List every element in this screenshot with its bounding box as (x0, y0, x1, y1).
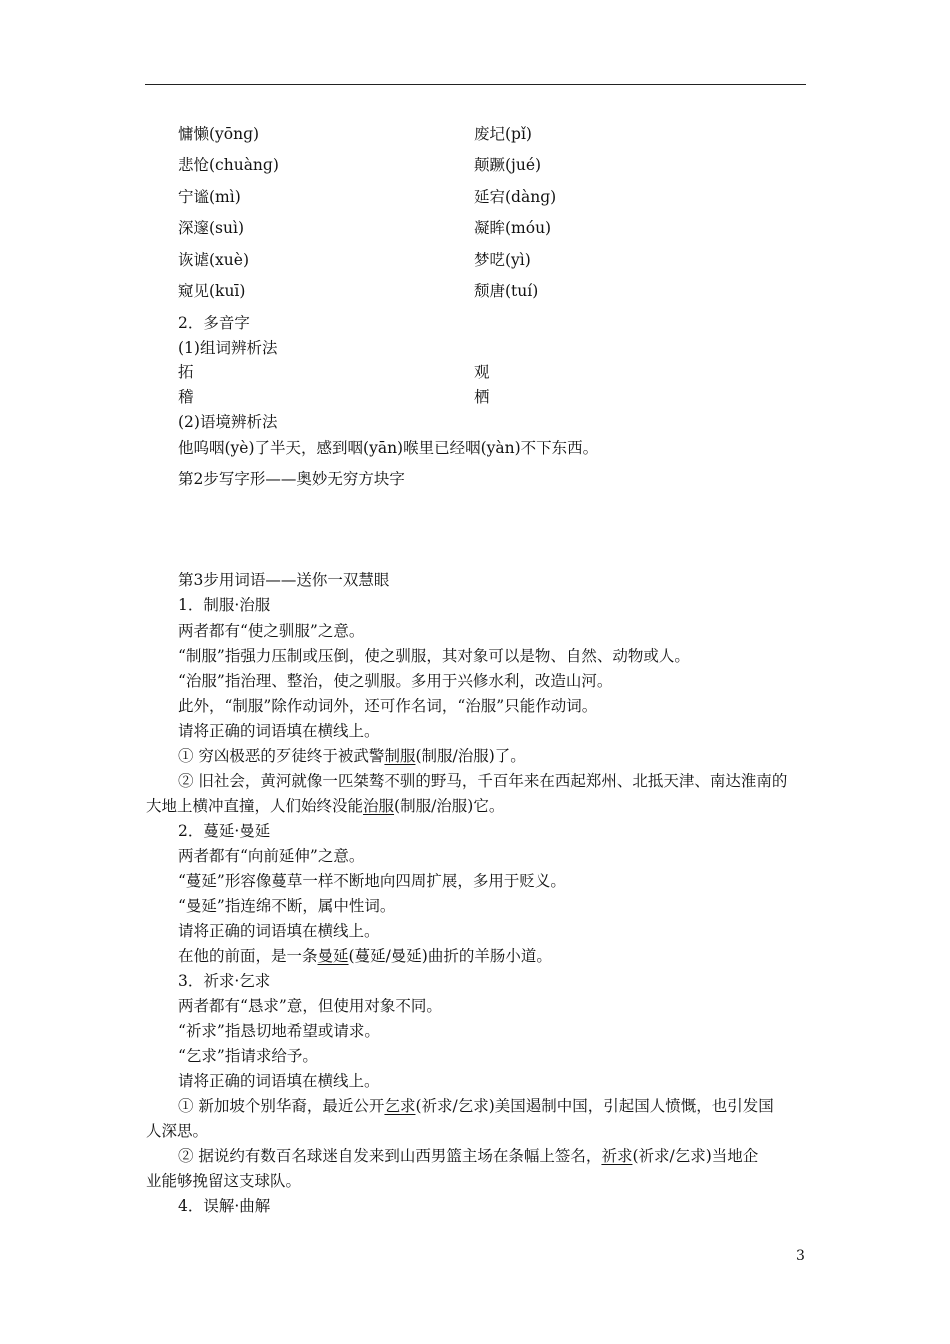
word1-example-2-line2 (146, 796, 504, 816)
word3-example-1-answer: 乞求 (384, 1097, 416, 1115)
word2-example-1-pre: 在他的前面，是一条 (178, 947, 318, 965)
word1-line-4: 此外，“制服”除作动词外，还可作名词，“治服”只能作动词。 (178, 697, 598, 715)
word2-example-1 (178, 946, 552, 966)
step2-title: 第2步写字形——奥妙无穷方块字 (178, 470, 405, 488)
pinyin-left-1: 慵懒(yōnɡ) (178, 125, 260, 143)
word1-line-1: 两者都有“使之驯服”之意。 (178, 622, 365, 640)
word3-title: 3．祈求·乞求 (178, 972, 271, 990)
pinyin-right-4: 凝眸(móu) (474, 219, 552, 237)
header-rule (145, 84, 806, 85)
word1-example-2-line1: ② 旧社会，黄河就像一匹桀骜不驯的野马，千百年来在西起郑州、北抵天津、南达淮南的 (178, 772, 788, 790)
pinyin-left-4: 深邃(suì) (178, 219, 244, 237)
word1-example-2-pre: 大地上横冲直撞，人们始终没能 (146, 797, 364, 815)
sub1-left-2: 稽 (178, 388, 194, 406)
pinyin-left-5: 诙谑(xuè) (178, 251, 249, 269)
word1-example-1-pre: ① 穷凶极恶的歹徒终于被武警 (178, 747, 385, 765)
word2-line-4: 请将正确的词语填在横线上。 (178, 922, 380, 940)
word3-line-3: “乞求”指请求给予。 (178, 1047, 318, 1065)
word1-example-1-post: (制服/治服)了。 (415, 747, 526, 765)
subsection-title-1: (1)组词辨析法 (178, 339, 278, 357)
word2-line-2: “蔓延”形容像蔓草一样不断地向四周扩展，多用于贬义。 (178, 872, 566, 890)
word3-example-1-line1 (178, 1096, 774, 1116)
pinyin-right-1: 废圮(pǐ) (474, 125, 532, 143)
word1-example-1-answer: 制服 (384, 747, 416, 765)
sub1-left-1: 拓 (178, 363, 194, 381)
word1-line-3: “治服”指治理、整治，使之驯服。多用于兴修水利，改造山河。 (178, 672, 613, 690)
word3-example-2-line2: 业能够挽留这支球队。 (146, 1172, 302, 1190)
word1-example-1 (178, 746, 526, 766)
word3-example-1-line2: 人深思。 (146, 1122, 209, 1140)
word3-example-2-line1 (178, 1146, 758, 1166)
pinyin-right-2: 颠蹶(jué) (474, 156, 542, 174)
pinyin-left-2: 悲怆(chuànɡ) (178, 156, 279, 174)
word3-example-2-answer: 祈求 (601, 1147, 633, 1165)
word3-example-2-pre: ② 据说约有数百名球迷自发来到山西男篮主场在条幅上签名， (178, 1147, 602, 1165)
word1-line-5: 请将正确的词语填在横线上。 (178, 722, 380, 740)
word3-line-2: “祈求”指恳切地希望或请求。 (178, 1022, 380, 1040)
pinyin-right-5: 梦呓(yì) (474, 251, 531, 269)
word3-line-1: 两者都有“恳求”意，但使用对象不同。 (178, 997, 442, 1015)
word3-line-4: 请将正确的词语填在横线上。 (178, 1072, 380, 1090)
word3-example-1-post: (祈求/乞求)美国遏制中国，引起国人愤慨，也引发国 (415, 1097, 774, 1115)
page-number: 3 (796, 1248, 805, 1264)
word2-line-1: 两者都有“向前延伸”之意。 (178, 847, 365, 865)
word2-line-3: “曼延”指连绵不断，属中性词。 (178, 897, 396, 915)
pinyin-right-6: 颓唐(tuí) (474, 282, 539, 300)
section-title-polyphonic: 2．多音字 (178, 314, 250, 332)
word1-example-2-answer: 治服 (363, 797, 395, 815)
step3-title: 第3步用词语——送你一双慧眼 (178, 571, 390, 589)
word1-title: 1．制服·治服 (178, 596, 271, 614)
context-sentence: 他呜咽(yè)了半天，感到咽(yān)喉里已经咽(yàn)不下东西。 (178, 439, 599, 457)
word2-title: 2．蔓延·曼延 (178, 822, 271, 840)
word1-example-2-post: (制服/治服)它。 (394, 797, 505, 815)
word1-line-2: “制服”指强力压制或压倒，使之驯服，其对象可以是物、自然、动物或人。 (178, 647, 690, 665)
word3-example-2-post: (祈求/乞求)当地企 (632, 1147, 759, 1165)
pinyin-left-6: 窥见(kuī) (178, 282, 246, 300)
word2-example-1-post: (蔓延/曼延)曲折的羊肠小道。 (348, 947, 552, 965)
sub1-right-2: 栖 (474, 388, 490, 406)
pinyin-right-3: 延宕(dànɡ) (474, 188, 557, 206)
subsection-title-2: (2)语境辨析法 (178, 413, 278, 431)
sub1-right-1: 观 (474, 363, 490, 381)
word2-example-1-answer: 曼延 (317, 947, 349, 965)
word4-title: 4．误解·曲解 (178, 1197, 271, 1215)
pinyin-left-3: 宁谧(mì) (178, 188, 241, 206)
word3-example-1-pre: ① 新加坡个别华裔，最近公开 (178, 1097, 385, 1115)
